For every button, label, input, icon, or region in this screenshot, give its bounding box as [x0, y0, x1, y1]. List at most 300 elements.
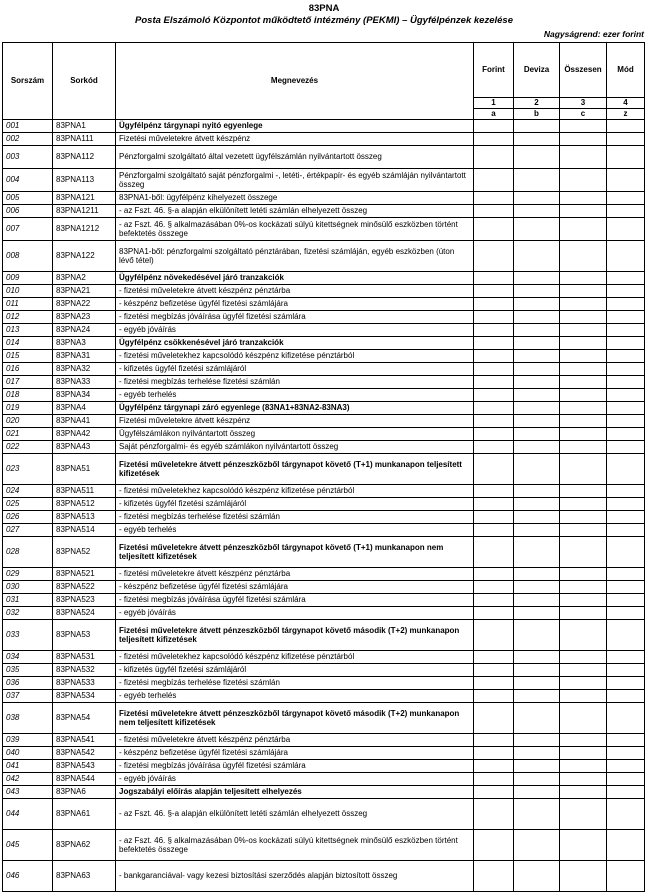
table-row — [3, 830, 645, 861]
value-forint-cell[interactable] — [474, 376, 514, 389]
value-forint-cell[interactable] — [474, 192, 514, 205]
value-forint-cell[interactable] — [474, 415, 514, 428]
value-mod-cell[interactable] — [607, 747, 645, 760]
value-forint-cell[interactable] — [474, 799, 514, 830]
value-osszesen-cell[interactable] — [560, 786, 607, 799]
col-number-forint: 1 — [474, 98, 514, 109]
row-name: 83PNA1-ből: ügyfélpénz kihelyezett összege — [116, 192, 474, 205]
value-osszesen-cell[interactable] — [560, 285, 607, 298]
value-deviza-cell[interactable] — [514, 594, 560, 607]
value-deviza-cell[interactable] — [514, 415, 560, 428]
value-forint-cell[interactable] — [474, 677, 514, 690]
value-forint-cell[interactable] — [474, 454, 514, 485]
row-name: - az Fszt. 46. § alkalmazásában 0%-os kockázati súlyú kitettségnek minősülő eszközben történt befektetés összege — [116, 218, 474, 241]
value-forint-cell[interactable] — [474, 389, 514, 402]
value-deviza-cell[interactable] — [514, 133, 560, 146]
value-forint-cell[interactable] — [474, 498, 514, 511]
value-osszesen-cell[interactable] — [560, 568, 607, 581]
value-deviza-cell[interactable] — [514, 703, 560, 734]
value-forint-cell[interactable] — [474, 861, 514, 892]
value-forint-cell[interactable] — [474, 511, 514, 524]
value-mod-cell[interactable] — [607, 690, 645, 703]
row-serial: 015 — [3, 350, 53, 363]
value-forint-cell[interactable] — [474, 651, 514, 664]
row-name: - fizetési műveletekre átvett készpénz pénztárba — [116, 285, 474, 298]
table-row — [3, 651, 645, 664]
row-name: Ügyfélpénz növekedésével járó tranzakciók — [116, 272, 474, 285]
value-osszesen-cell[interactable] — [560, 677, 607, 690]
value-osszesen-cell[interactable] — [560, 428, 607, 441]
value-mod-cell[interactable] — [607, 537, 645, 568]
value-mod-cell[interactable] — [607, 861, 645, 892]
row-serial: 046 — [3, 861, 53, 892]
row-serial: 020 — [3, 415, 53, 428]
value-mod-cell[interactable] — [607, 272, 645, 285]
value-forint-cell[interactable] — [474, 428, 514, 441]
row-name: - készpénz befizetése ügyfél fizetési számlájára — [116, 581, 474, 594]
value-mod-cell[interactable] — [607, 415, 645, 428]
table-row — [3, 285, 645, 298]
value-osszesen-cell[interactable] — [560, 524, 607, 537]
table-row — [3, 428, 645, 441]
value-forint-cell[interactable] — [474, 703, 514, 734]
value-osszesen-cell[interactable] — [560, 498, 607, 511]
row-code: 83PNA531 — [53, 651, 116, 664]
value-forint-cell[interactable] — [474, 786, 514, 799]
value-mod-cell[interactable] — [607, 511, 645, 524]
value-mod-cell[interactable] — [607, 498, 645, 511]
row-serial: 006 — [3, 205, 53, 218]
value-deviza-cell[interactable] — [514, 651, 560, 664]
value-deviza-cell[interactable] — [514, 169, 560, 192]
row-serial: 042 — [3, 773, 53, 786]
value-osszesen-cell[interactable] — [560, 760, 607, 773]
table-row — [3, 620, 645, 651]
value-deviza-cell[interactable] — [514, 454, 560, 485]
row-code: 83PNA21 — [53, 285, 116, 298]
value-forint-cell[interactable] — [474, 337, 514, 350]
row-serial: 033 — [3, 620, 53, 651]
value-deviza-cell[interactable] — [514, 350, 560, 363]
row-name: - kifizetés ügyfél fizetési számlájáról — [116, 498, 474, 511]
value-osszesen-cell[interactable] — [560, 192, 607, 205]
row-serial: 010 — [3, 285, 53, 298]
value-mod-cell[interactable] — [607, 337, 645, 350]
row-name: - fizetési megbízás terhelése fizetési számlán — [116, 677, 474, 690]
row-serial: 007 — [3, 218, 53, 241]
value-deviza-cell[interactable] — [514, 620, 560, 651]
value-deviza-cell[interactable] — [514, 786, 560, 799]
value-osszesen-cell[interactable] — [560, 454, 607, 485]
row-code: 83PNA4 — [53, 402, 116, 415]
value-forint-cell[interactable] — [474, 581, 514, 594]
row-code: 83PNA541 — [53, 734, 116, 747]
value-forint-cell[interactable] — [474, 363, 514, 376]
value-osszesen-cell[interactable] — [560, 389, 607, 402]
table-row — [3, 581, 645, 594]
row-serial: 038 — [3, 703, 53, 734]
value-mod-cell[interactable] — [607, 324, 645, 337]
value-deviza-cell[interactable] — [514, 337, 560, 350]
value-mod-cell[interactable] — [607, 664, 645, 677]
row-code: 83PNA543 — [53, 760, 116, 773]
value-forint-cell[interactable] — [474, 620, 514, 651]
col-header-mod: Mód — [607, 43, 645, 98]
row-name: - fizetési megbízás terhelése fizetési számlán — [116, 376, 474, 389]
value-deviza-cell[interactable] — [514, 363, 560, 376]
value-deviza-cell[interactable] — [514, 192, 560, 205]
value-forint-cell[interactable] — [474, 311, 514, 324]
table-row — [3, 311, 645, 324]
row-code: 83PNA63 — [53, 861, 116, 892]
table-row — [3, 169, 645, 192]
table-row — [3, 786, 645, 799]
value-mod-cell[interactable] — [607, 830, 645, 861]
row-name: - fizetési megbízás terhelése fizetési számlán — [116, 511, 474, 524]
value-osszesen-cell[interactable] — [560, 324, 607, 337]
col-letter-mod: z — [607, 109, 645, 120]
row-serial: 035 — [3, 664, 53, 677]
value-osszesen-cell[interactable] — [560, 350, 607, 363]
value-forint-cell[interactable] — [474, 298, 514, 311]
col-letter-forint: a — [474, 109, 514, 120]
value-forint-cell[interactable] — [474, 773, 514, 786]
value-osszesen-cell[interactable] — [560, 169, 607, 192]
unit-label: Nagyságrend: ezer forint — [543, 29, 644, 39]
col-header-code: Sorkód — [53, 43, 116, 120]
row-name: Saját pénzforgalmi- és egyéb számlákon nyilvántartott összeg — [116, 441, 474, 454]
value-forint-cell[interactable] — [474, 218, 514, 241]
value-deviza-cell[interactable] — [514, 861, 560, 892]
value-mod-cell[interactable] — [607, 428, 645, 441]
table-row — [3, 524, 645, 537]
value-osszesen-cell[interactable] — [560, 830, 607, 861]
value-osszesen-cell[interactable] — [560, 537, 607, 568]
row-code: 83PNA1212 — [53, 218, 116, 241]
row-code: 83PNA42 — [53, 428, 116, 441]
value-forint-cell[interactable] — [474, 441, 514, 454]
value-forint-cell[interactable] — [474, 568, 514, 581]
table-row — [3, 205, 645, 218]
value-deviza-cell[interactable] — [514, 568, 560, 581]
value-forint-cell[interactable] — [474, 324, 514, 337]
value-deviza-cell[interactable] — [514, 311, 560, 324]
value-mod-cell[interactable] — [607, 402, 645, 415]
value-osszesen-cell[interactable] — [560, 120, 607, 133]
row-code: 83PNA32 — [53, 363, 116, 376]
value-forint-cell[interactable] — [474, 690, 514, 703]
value-mod-cell[interactable] — [607, 311, 645, 324]
value-forint-cell[interactable] — [474, 205, 514, 218]
value-deviza-cell[interactable] — [514, 677, 560, 690]
table-row — [3, 324, 645, 337]
value-forint-cell[interactable] — [474, 272, 514, 285]
row-code: 83PNA23 — [53, 311, 116, 324]
table-row — [3, 760, 645, 773]
row-serial: 023 — [3, 454, 53, 485]
value-forint-cell[interactable] — [474, 607, 514, 620]
value-osszesen-cell[interactable] — [560, 415, 607, 428]
value-osszesen-cell[interactable] — [560, 773, 607, 786]
value-deviza-cell[interactable] — [514, 485, 560, 498]
value-deviza-cell[interactable] — [514, 664, 560, 677]
value-deviza-cell[interactable] — [514, 324, 560, 337]
row-name: Fizetési műveletekre átvett pénzeszközből tárgynapot követő második (T+2) munkanapon nem teljesített kifizetések — [116, 703, 474, 734]
value-osszesen-cell[interactable] — [560, 402, 607, 415]
row-code: 83PNA43 — [53, 441, 116, 454]
value-deviza-cell[interactable] — [514, 298, 560, 311]
value-osszesen-cell[interactable] — [560, 703, 607, 734]
row-name: - egyéb jóváírás — [116, 607, 474, 620]
table-row — [3, 363, 645, 376]
value-deviza-cell[interactable] — [514, 241, 560, 272]
row-name: - kifizetés ügyfél fizetési számlájáról — [116, 664, 474, 677]
value-osszesen-cell[interactable] — [560, 146, 607, 169]
row-name: - készpénz befizetése ügyfél fizetési számlájára — [116, 747, 474, 760]
row-code: 83PNA52 — [53, 537, 116, 568]
value-deviza-cell[interactable] — [514, 511, 560, 524]
value-mod-cell[interactable] — [607, 285, 645, 298]
row-serial: 008 — [3, 241, 53, 272]
row-code: 83PNA34 — [53, 389, 116, 402]
value-mod-cell[interactable] — [607, 298, 645, 311]
row-code: 83PNA523 — [53, 594, 116, 607]
row-code: 83PNA111 — [53, 133, 116, 146]
value-osszesen-cell[interactable] — [560, 581, 607, 594]
row-name: - az Fszt. 46. §-a alapján elkülönített letéti számlán elhelyezett összeg — [116, 205, 474, 218]
value-forint-cell[interactable] — [474, 537, 514, 568]
value-forint-cell[interactable] — [474, 241, 514, 272]
row-code: 83PNA2 — [53, 272, 116, 285]
value-deviza-cell[interactable] — [514, 285, 560, 298]
row-name: Ügyfélpénz tárgynapi nyitó egyenlege — [116, 120, 474, 133]
value-forint-cell[interactable] — [474, 169, 514, 192]
col-header-forint: Forint — [474, 43, 514, 98]
table-row — [3, 703, 645, 734]
value-deviza-cell[interactable] — [514, 205, 560, 218]
value-forint-cell[interactable] — [474, 133, 514, 146]
value-mod-cell[interactable] — [607, 205, 645, 218]
value-forint-cell[interactable] — [474, 830, 514, 861]
value-mod-cell[interactable] — [607, 786, 645, 799]
row-serial: 002 — [3, 133, 53, 146]
col-number-osszesen: 3 — [560, 98, 607, 109]
row-code: 83PNA24 — [53, 324, 116, 337]
value-mod-cell[interactable] — [607, 651, 645, 664]
row-name: - egyéb terhelés — [116, 524, 474, 537]
value-mod-cell[interactable] — [607, 677, 645, 690]
table-body — [3, 120, 645, 892]
value-forint-cell[interactable] — [474, 285, 514, 298]
value-mod-cell[interactable] — [607, 120, 645, 133]
value-forint-cell[interactable] — [474, 402, 514, 415]
value-mod-cell[interactable] — [607, 192, 645, 205]
value-deviza-cell[interactable] — [514, 799, 560, 830]
value-osszesen-cell[interactable] — [560, 651, 607, 664]
value-mod-cell[interactable] — [607, 363, 645, 376]
value-mod-cell[interactable] — [607, 389, 645, 402]
row-serial: 041 — [3, 760, 53, 773]
value-deviza-cell[interactable] — [514, 402, 560, 415]
value-deviza-cell[interactable] — [514, 428, 560, 441]
value-deviza-cell[interactable] — [514, 498, 560, 511]
table-row — [3, 498, 645, 511]
value-osszesen-cell[interactable] — [560, 594, 607, 607]
row-serial: 019 — [3, 402, 53, 415]
value-mod-cell[interactable] — [607, 799, 645, 830]
value-deviza-cell[interactable] — [514, 690, 560, 703]
row-code: 83PNA61 — [53, 799, 116, 830]
row-code: 83PNA41 — [53, 415, 116, 428]
row-name: - egyéb terhelés — [116, 389, 474, 402]
value-osszesen-cell[interactable] — [560, 799, 607, 830]
value-mod-cell[interactable] — [607, 441, 645, 454]
value-mod-cell[interactable] — [607, 524, 645, 537]
value-osszesen-cell[interactable] — [560, 485, 607, 498]
row-code: 83PNA513 — [53, 511, 116, 524]
value-deviza-cell[interactable] — [514, 734, 560, 747]
value-osszesen-cell[interactable] — [560, 607, 607, 620]
value-osszesen-cell[interactable] — [560, 734, 607, 747]
row-code: 83PNA524 — [53, 607, 116, 620]
value-forint-cell[interactable] — [474, 146, 514, 169]
value-mod-cell[interactable] — [607, 773, 645, 786]
value-forint-cell[interactable] — [474, 664, 514, 677]
value-mod-cell[interactable] — [607, 485, 645, 498]
row-code: 83PNA521 — [53, 568, 116, 581]
value-mod-cell[interactable] — [607, 241, 645, 272]
value-osszesen-cell[interactable] — [560, 363, 607, 376]
value-forint-cell[interactable] — [474, 594, 514, 607]
value-deviza-cell[interactable] — [514, 120, 560, 133]
value-mod-cell[interactable] — [607, 594, 645, 607]
row-code: 83PNA53 — [53, 620, 116, 651]
row-serial: 009 — [3, 272, 53, 285]
col-number-mod: 4 — [607, 98, 645, 109]
table-row — [3, 568, 645, 581]
value-mod-cell[interactable] — [607, 454, 645, 485]
table-row — [3, 511, 645, 524]
row-name: - fizetési műveletekhez kapcsolódó készpénz kifizetése pénztárból — [116, 651, 474, 664]
value-osszesen-cell[interactable] — [560, 620, 607, 651]
value-deviza-cell[interactable] — [514, 607, 560, 620]
value-mod-cell[interactable] — [607, 734, 645, 747]
value-forint-cell[interactable] — [474, 524, 514, 537]
table-row — [3, 861, 645, 892]
row-name: Fizetési műveletekre átvett készpénz — [116, 133, 474, 146]
row-serial: 025 — [3, 498, 53, 511]
value-deviza-cell[interactable] — [514, 773, 560, 786]
value-osszesen-cell[interactable] — [560, 511, 607, 524]
row-serial: 018 — [3, 389, 53, 402]
value-mod-cell[interactable] — [607, 568, 645, 581]
value-mod-cell[interactable] — [607, 620, 645, 651]
value-deviza-cell[interactable] — [514, 272, 560, 285]
row-serial: 027 — [3, 524, 53, 537]
row-serial: 022 — [3, 441, 53, 454]
value-deviza-cell[interactable] — [514, 747, 560, 760]
row-code: 83PNA112 — [53, 146, 116, 169]
value-forint-cell[interactable] — [474, 350, 514, 363]
row-serial: 044 — [3, 799, 53, 830]
value-mod-cell[interactable] — [607, 169, 645, 192]
row-name: - fizetési megbízás jóváírása ügyfél fizetési számlára — [116, 594, 474, 607]
row-code: 83PNA33 — [53, 376, 116, 389]
row-serial: 014 — [3, 337, 53, 350]
value-osszesen-cell[interactable] — [560, 218, 607, 241]
table-row — [3, 120, 645, 133]
value-osszesen-cell[interactable] — [560, 205, 607, 218]
value-osszesen-cell[interactable] — [560, 376, 607, 389]
value-osszesen-cell[interactable] — [560, 133, 607, 146]
row-serial: 032 — [3, 607, 53, 620]
value-mod-cell[interactable] — [607, 376, 645, 389]
value-deviza-cell[interactable] — [514, 146, 560, 169]
value-osszesen-cell[interactable] — [560, 272, 607, 285]
table-row — [3, 350, 645, 363]
value-mod-cell[interactable] — [607, 760, 645, 773]
value-osszesen-cell[interactable] — [560, 690, 607, 703]
value-deviza-cell[interactable] — [514, 760, 560, 773]
value-mod-cell[interactable] — [607, 607, 645, 620]
row-code: 83PNA51 — [53, 454, 116, 485]
value-forint-cell[interactable] — [474, 120, 514, 133]
row-code: 83PNA54 — [53, 703, 116, 734]
value-forint-cell[interactable] — [474, 747, 514, 760]
value-osszesen-cell[interactable] — [560, 441, 607, 454]
value-mod-cell[interactable] — [607, 133, 645, 146]
col-header-deviza: Deviza — [514, 43, 560, 98]
value-mod-cell[interactable] — [607, 350, 645, 363]
value-osszesen-cell[interactable] — [560, 861, 607, 892]
table-row — [3, 441, 645, 454]
value-deviza-cell[interactable] — [514, 537, 560, 568]
row-code: 83PNA544 — [53, 773, 116, 786]
value-forint-cell[interactable] — [474, 734, 514, 747]
value-deviza-cell[interactable] — [514, 524, 560, 537]
value-osszesen-cell[interactable] — [560, 298, 607, 311]
value-osszesen-cell[interactable] — [560, 337, 607, 350]
value-osszesen-cell[interactable] — [560, 311, 607, 324]
value-deviza-cell[interactable] — [514, 581, 560, 594]
row-name: - egyéb terhelés — [116, 690, 474, 703]
table-row — [3, 298, 645, 311]
value-osszesen-cell[interactable] — [560, 664, 607, 677]
value-osszesen-cell[interactable] — [560, 747, 607, 760]
value-deviza-cell[interactable] — [514, 441, 560, 454]
table-row — [3, 241, 645, 272]
value-mod-cell[interactable] — [607, 703, 645, 734]
value-osszesen-cell[interactable] — [560, 241, 607, 272]
value-deviza-cell[interactable] — [514, 830, 560, 861]
col-letter-deviza: b — [514, 109, 560, 120]
row-name: Pénzforgalmi szolgáltató saját pénzforgalmi -, letéti-, értékpapír- és egyéb számláján nyilvántartott összeg — [116, 169, 474, 192]
value-deviza-cell[interactable] — [514, 389, 560, 402]
row-name: - készpénz befizetése ügyfél fizetési számlájára — [116, 298, 474, 311]
value-forint-cell[interactable] — [474, 485, 514, 498]
value-deviza-cell[interactable] — [514, 376, 560, 389]
table-row — [3, 272, 645, 285]
row-code: 83PNA542 — [53, 747, 116, 760]
value-forint-cell[interactable] — [474, 760, 514, 773]
row-code: 83PNA522 — [53, 581, 116, 594]
row-code: 83PNA62 — [53, 830, 116, 861]
value-deviza-cell[interactable] — [514, 218, 560, 241]
value-mod-cell[interactable] — [607, 146, 645, 169]
value-mod-cell[interactable] — [607, 581, 645, 594]
row-code: 83PNA1211 — [53, 205, 116, 218]
value-mod-cell[interactable] — [607, 218, 645, 241]
